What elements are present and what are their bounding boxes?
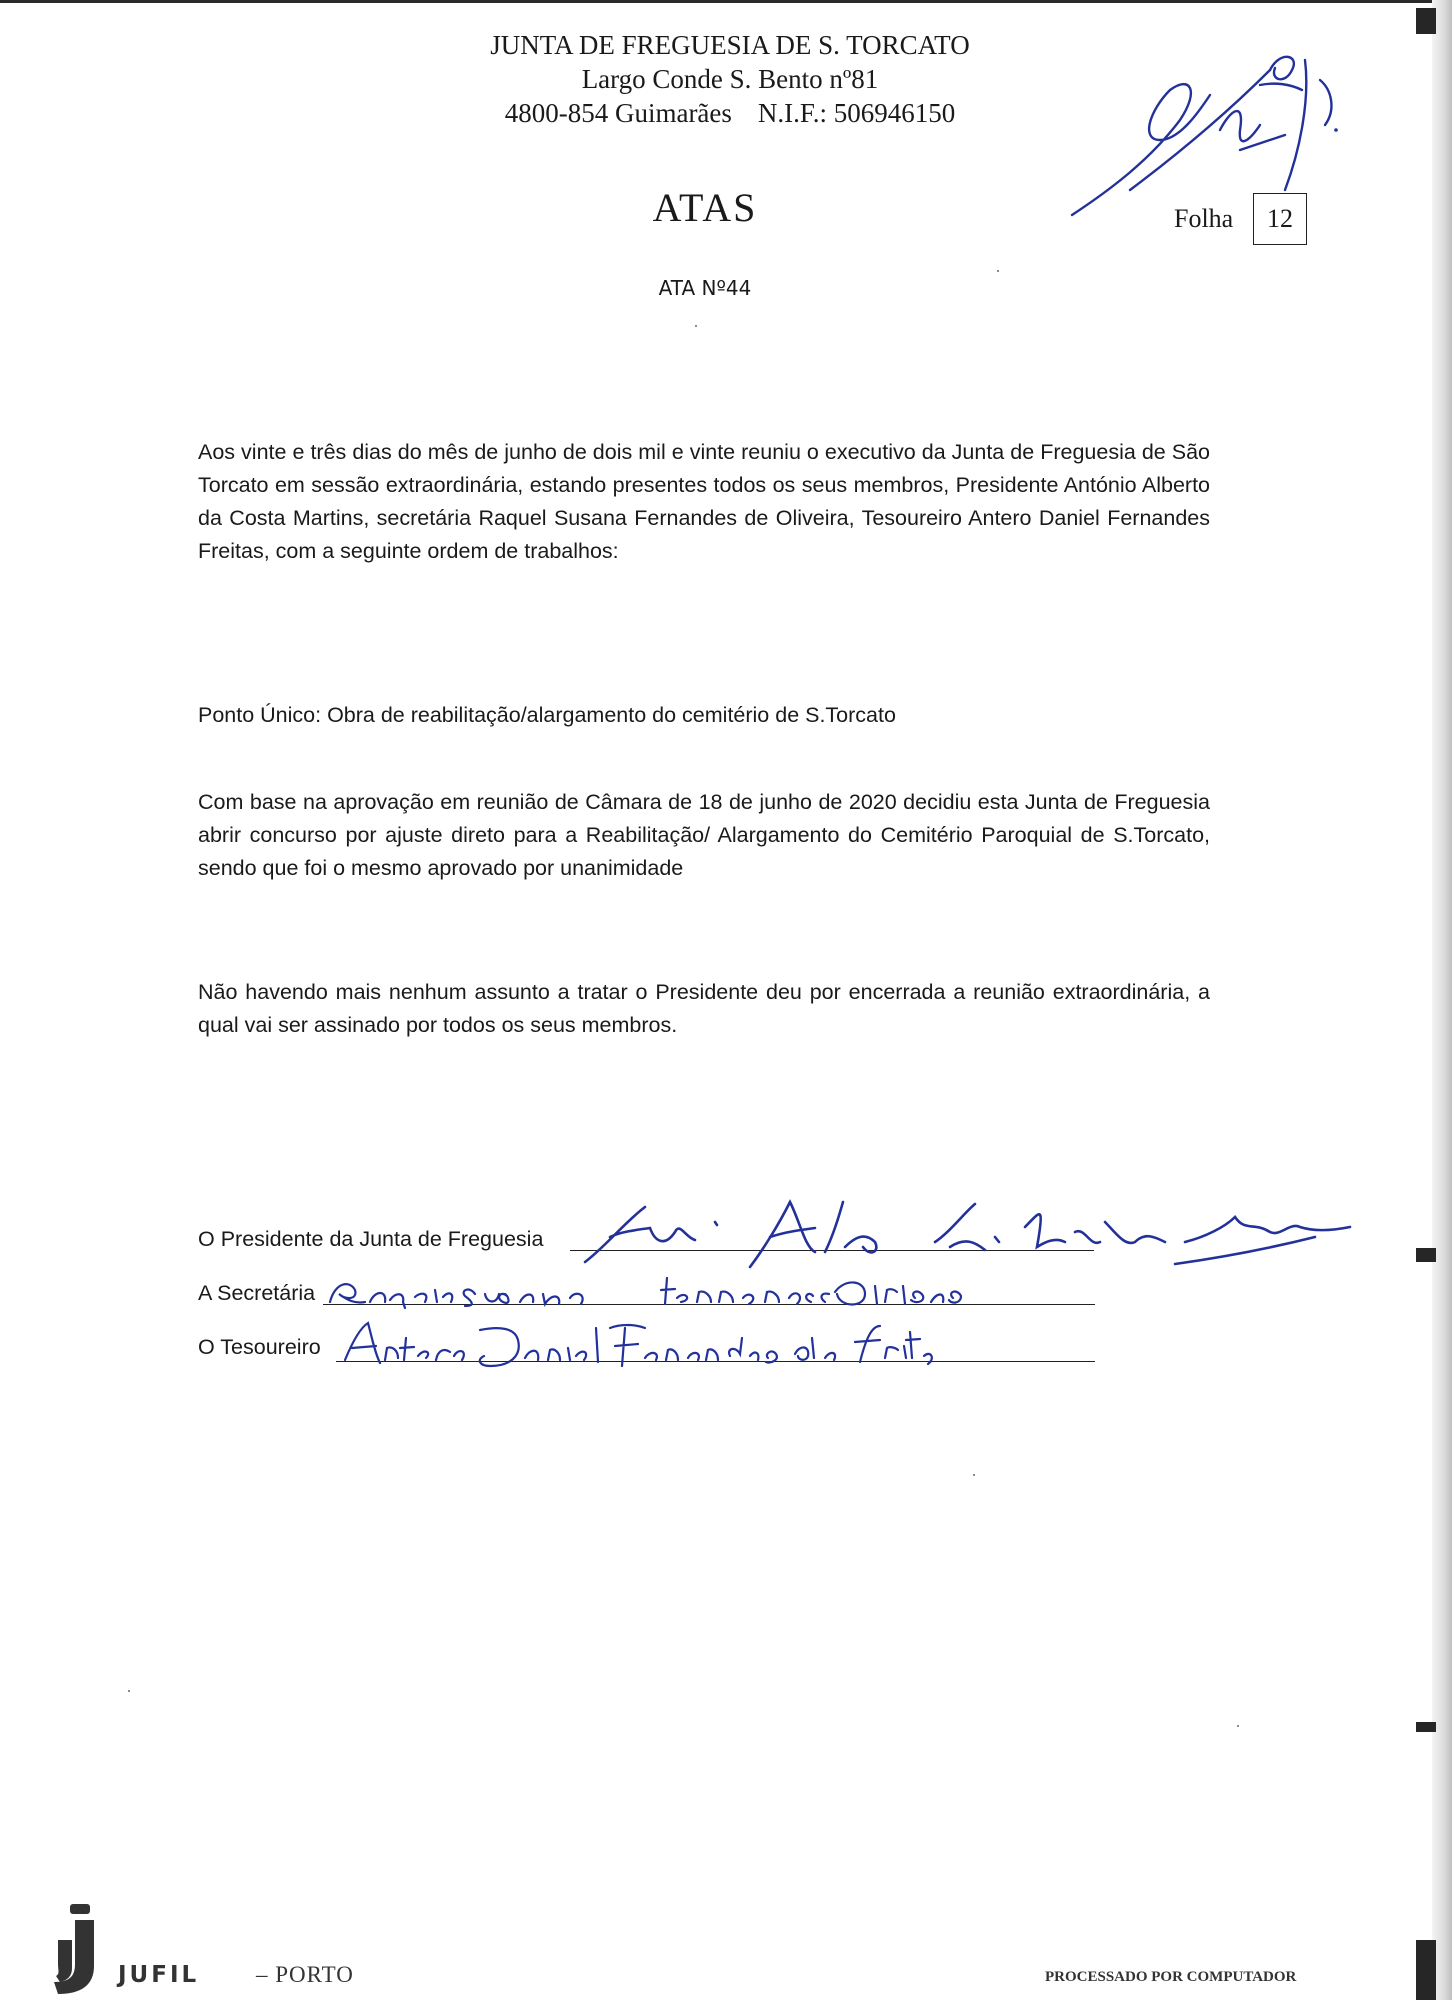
- edge-mark: [1416, 1722, 1436, 1732]
- letterhead: [380, 28, 1080, 130]
- scan-speck: [997, 270, 999, 272]
- treasurer-signature-label: O Tesoureiro: [198, 1335, 321, 1359]
- scan-speck: [1237, 1725, 1239, 1727]
- footer-processed: PROCESSADO POR COMPUTADOR: [1045, 1969, 1297, 1985]
- treasurer-signature: [340, 1318, 940, 1376]
- org-address: Largo Conde S. Bento nº81: [581, 64, 879, 94]
- agenda-item: Ponto Único: Obra de reabilitação/alargamento do cemitério de S.Torcato: [198, 703, 896, 727]
- page-title: ATAS: [652, 185, 758, 230]
- initials-signature: [1070, 40, 1340, 230]
- decision-paragraph: Com base na aprovação em reunião de Câmara de 18 de junho de 2020 decidiu esta Junta de Freguesia abrir concurso por ajuste direto para a Reabilitação/ Alargamento do Cemitério Paroquial de S.Torcato, sendo que foi o mesmo aprovado por unanimidade: [198, 790, 1210, 880]
- edge-mark: [1416, 8, 1436, 34]
- sheet-label: Folha: [1174, 204, 1234, 233]
- footer-city: – PORTO: [256, 1962, 354, 1987]
- postal-city: 4800-854 Guimarães: [504, 98, 732, 128]
- edge-mark: [1416, 1248, 1436, 1262]
- secretary-signature-label: A Secretária: [198, 1281, 316, 1305]
- president-signature: [575, 1192, 1355, 1282]
- footer-brand: JUFIL: [118, 1962, 200, 1988]
- sheet-number: 12: [1253, 193, 1307, 245]
- org-name: JUNTA DE FREGUESIA DE S. TORCATO: [490, 30, 970, 60]
- scan-speck: [128, 1690, 130, 1692]
- scan-speck: [695, 325, 697, 327]
- page-right-edge: [1432, 0, 1452, 2000]
- scan-speck: [973, 1474, 975, 1476]
- nif: N.I.F.: 506946150: [757, 98, 956, 128]
- edge-mark: [1416, 1940, 1436, 2000]
- minute-number: ATA Nº44: [658, 276, 752, 300]
- president-signature-label: O Presidente da Junta de Freguesia: [198, 1227, 544, 1251]
- org-city-nif: [380, 96, 1080, 130]
- page-top-edge: [0, 0, 1452, 3]
- jufil-logo: [50, 1902, 110, 2002]
- opening-paragraph: Aos vinte e três dias do mês de junho de dois mil e vinte reuniu o executivo da Junta de Freguesia de São Torcato em sessão extraordinária, estando presentes todos os seus membros, Presidente António Alberto da Costa Martins, secretária Raquel Susana Fernandes de Oliveira, Tesoureiro Antero Daniel Fernandes Freitas, com a seguinte ordem de trabalhos:: [198, 440, 1210, 563]
- closing-paragraph: Não havendo mais nenhum assunto a tratar o Presidente deu por encerrada a reunião extraordinária, a qual vai ser assinado por todos os seus membros.: [198, 980, 1210, 1037]
- secretary-signature: [325, 1272, 1025, 1312]
